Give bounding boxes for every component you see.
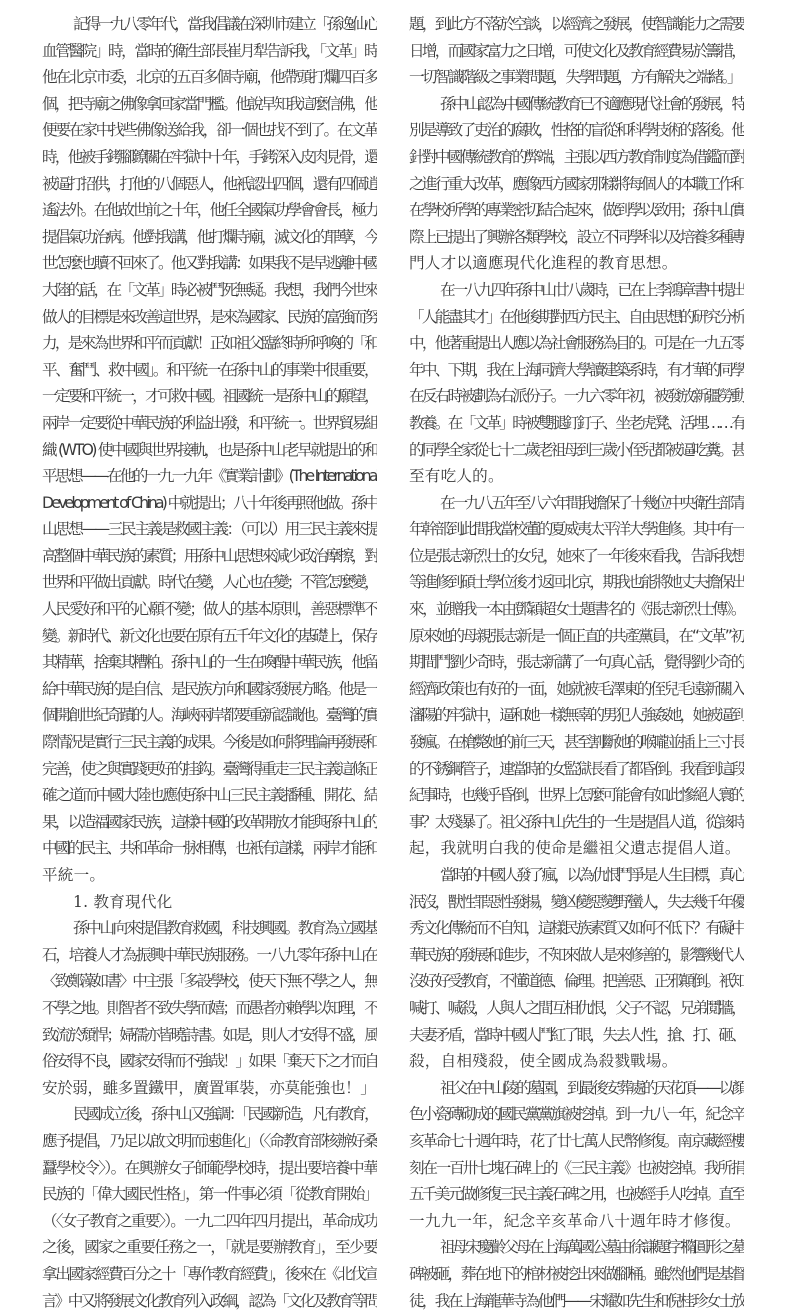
text-line: 個，把寺廟之佛像拿回家當門檻。他說早知我這麼信佛，他	[42, 91, 377, 118]
text-line: 事？太殘暴了。祖父孫中山先生的一生是提倡人道，從該時	[409, 809, 744, 836]
text-line: 泯沒，獸性罪惡性發揚，變凶變惡變野蠻人，失去幾千年優	[409, 889, 744, 916]
text-line: 門人才以適應現代化進程的教育思想。	[409, 250, 744, 277]
text-line: 沒好好受教育，不懂道德、倫理。把善惡、正邪顛倒。衹知	[409, 968, 744, 995]
text-line: 亥革命七十週年時，花了廿七萬人民幣修復。南京藏經樓	[409, 1128, 744, 1155]
text-line: 一定要和平統一，才可救中國。祖國統一是孫中山的願望，	[42, 383, 377, 410]
text-line: 便要在家中找些佛像送給我，卻一個也找不到了。在文革	[42, 117, 377, 144]
text-line: 民族的「偉大國民性格」，第一件事必須「從教育開始」	[42, 1181, 377, 1208]
text-line: 殺，自相殘殺，使全國成為殺戮戰場。	[409, 1048, 744, 1075]
text-line: 發瘋。在槍斃她的前三天，甚至割斷她的喉嚨並插上三寸長	[409, 729, 744, 756]
right-column	[409, 11, 744, 1314]
text-line: 石，培養人才為振興中華民族服務。一八九零年孫中山在	[42, 942, 377, 969]
text-line: 一九九一年，紀念辛亥革命八十週年時才修復。	[409, 1208, 744, 1235]
text-line: 蠶學校令〉）。在興辦女子師範學校時，提出要培養中華	[42, 1155, 377, 1182]
text-line: 期間鬥劉少奇時，張志新講了一句真心話，覺得劉少奇的	[409, 649, 744, 676]
text-line: 至有吃人的。	[409, 463, 744, 490]
text-line: 安於弱，雖多置鐵甲，廣置軍裝，亦莫能強也！」	[42, 1075, 377, 1102]
text-line: 五千美元做修復三民主義石碑之用，也被經手人吃掉。直至	[409, 1181, 744, 1208]
text-line: （〈女子教育之重要〉）。一九二四年四月提出，革命成功	[42, 1208, 377, 1235]
text-line: 平、奮鬥、救中國」。和平統一在孫中山的事業中很重要，	[42, 357, 377, 384]
text-line: 秀文化傳統而不自知，這樣民族素質又如何不低下？有礙中	[409, 915, 744, 942]
text-line: 〈致鄭藻如書〉中主張「多設學校，使天下無不學之人，無	[42, 968, 377, 995]
text-line: 血管醫院」時，當時的衛生部長崔月犁告訴我，「文革」時	[42, 38, 377, 65]
text-line: 被逼打招供，打他的八個惡人，他衹認出四個，還有四個逍	[42, 171, 377, 198]
text-line: 孫中山認為中國傳統教育已不適應現代社會的發展，特	[409, 91, 744, 118]
text-line: 做人的目標是來改善這世界，是來為國家、民族的富強而努	[42, 304, 377, 331]
text-line: 言》中又將發展文化教育列入政綱，認為「文化及教育等問	[42, 1288, 377, 1314]
text-line: 提倡氣功治病。他對我講，他打爛寺廟，滅文化的罪孽，今	[42, 224, 377, 251]
text-line: 織 (WTO) 使中國與世界接軌，也是孫中山老早就提出的和	[42, 437, 377, 464]
text-line: 的不銹鋼管子，連當時的女監獄長看了都昏倒。我看到這段	[409, 756, 744, 783]
text-line: 「人能盡其才」在他後期對西方民主、自由思想的研究分析	[409, 304, 744, 331]
text-line: 徒，我在上海龍華寺為他們——宋耀如先生和倪桂珍女士放	[409, 1288, 744, 1314]
text-line: 華民族的發展和進步，不知來做人是來修善的，影響幾代人	[409, 942, 744, 969]
text-line: 應予提倡，乃足以啟文明而速進化」（〈命教育部核辦好桑	[42, 1128, 377, 1155]
text-line: 之後，國家之重要任務之一，「就是要辦教育」，至少要	[42, 1234, 377, 1261]
text-line: 時，他被手銬腳鐐關在牢獄中十年，手銬深入皮肉見骨，還	[42, 144, 377, 171]
text-line: 來，並贈我一本由鄧穎超女士題書名的《張志新烈士傳》。	[409, 596, 744, 623]
text-line: 給中華民族的是自信、是民族方向和國家發展方略。他是一	[42, 676, 377, 703]
text-line: 喊打、喊殺，人與人之間互相仇恨，父子不認，兄弟鬩牆，	[409, 995, 744, 1022]
left-column	[42, 11, 377, 1314]
text-line: 針對中國傳統教育的弊端，主張以西方教育制度為借鑑而對	[409, 144, 744, 171]
text-line: 原來她的母親張志新是一個正直的共產黨員，在“文革”初	[409, 623, 744, 650]
text-line: 平統一。	[42, 862, 377, 889]
text-line: 位是張志新烈士的女兒，她來了一年後來看我，告訴我想	[409, 543, 744, 570]
text-line: 紀事時，也幾乎昏倒，世界上怎麼可能會有如此慘絕人寰的	[409, 782, 744, 809]
text-line: 個開創世紀奇蹟的人。海峽兩岸都要重新認識他。臺灣的實	[42, 702, 377, 729]
text-line: 瀋陽的牢獄中，逼和她一樣無辜的男犯人強姦她，她被逼到	[409, 702, 744, 729]
text-line: 祖母宋慶齡父母在上海萬國公墓由徐謙題字橢圓形之墓	[409, 1234, 744, 1261]
text-line: 平思想——在他的一九一九年《實業計劃》(The International	[42, 463, 377, 490]
text-line: 色小瓷磚砌成的國民黨黨旗被挖掉。到一九八一年，紀念辛	[409, 1101, 744, 1128]
text-line: 碑被砸，葬在地下的棺材被挖出來做腳桶。雖然他們是基督	[409, 1261, 744, 1288]
text-line: 在反右時被劃為右派份子。一九六零年初，被發放新疆勞動	[409, 383, 744, 410]
text-line: 夫妻矛盾，當時中國人鬥紅了眼，失去人性，搶、打、砸、	[409, 1022, 744, 1049]
text-line: 拿出國家經費百分之十「專作教育經費」，後來在《北伐宣	[42, 1261, 377, 1288]
text-line: 世界和平做出貢獻。時代在變，人心也在變；不管怎麼變，	[42, 569, 377, 596]
text-line: 年中、下期，我在上海同濟大學讀建築系時，有才華的同學	[409, 357, 744, 384]
text-line: 致流於頹悍；婦孺亦皆曉詩書。如是，則人才安得不盛，風	[42, 1022, 377, 1049]
text-line: 等進修到碩士學位後才返回北京，期我也能將她丈夫擔保出	[409, 569, 744, 596]
text-line: 一切智識階級之事業問題，失學問題，方有解決之端緒。」	[409, 64, 744, 91]
text-line: 人民愛好和平的心願不變；做人的基本原則，善惡標準不	[42, 596, 377, 623]
text-line: 題，到此方不落於空談，以經濟之發展，使智識能力之需要	[409, 11, 744, 38]
text-line: 起，我就明白我的使命是繼祖父遺志提倡人道。	[409, 835, 744, 862]
text-line: 變。新時代、新文化也要在原有五千年文化的基礎上，保存	[42, 623, 377, 650]
text-line: 年幹部到此間我當校董的夏威夷太平洋大學進修。其中有一	[409, 516, 744, 543]
text-line: 在一八九四年孫中山廿八歲時，已在上李鴻章書中提出	[409, 277, 744, 304]
text-line: 記得一九八零年代，當我倡議在深圳市建立「孫逸仙心	[42, 11, 377, 38]
text-line: 其精華，捨棄其糟粕。孫中山的一生在喚醒中華民族，他留	[42, 649, 377, 676]
text-line: 果，以造福國家民族，這樣中國的改革開放才能與孫中山的	[42, 809, 377, 836]
text-line: 大陸的話，在「文革」時必被鬥死無疑。我想，我們今世來	[42, 277, 377, 304]
text-line: 俗安得不良，國家安得而不強哉！」如果「棄天下之才而自	[42, 1048, 377, 1075]
text-line: 完善，使之與實踐更好的挂鈎。臺灣得重走三民主義這條正	[42, 756, 377, 783]
text-line: 教養。在「文革」時被雙腿釘釘子、坐老虎凳、活埋……有	[409, 410, 744, 437]
text-line: 中國的民主、共和革命一脉相傳，也衹有這樣，兩岸才能和	[42, 835, 377, 862]
text-line: 日增，而國家富力之日增，可使文化及教育經費易於籌措，	[409, 38, 744, 65]
text-line: 際上已提出了興辦各類學校，設立不同學科以及培養多種專	[409, 224, 744, 251]
text-line: 際情況是實行三民主義的成果。今後是如何將理論再發展和	[42, 729, 377, 756]
text-line: 力，是來為世界和平而貢獻！正如祖父臨終時所呼喚的「和	[42, 330, 377, 357]
text-line: 兩岸一定要從中華民族的利益出發，和平統一。世界貿易組	[42, 410, 377, 437]
text-line: 高整個中華民族的素質；用孫中山思想來減少政治摩擦，對	[42, 543, 377, 570]
text-line: 別是導致了吏治的腐敗，性格的盲從和科學技術的落後。他	[409, 117, 744, 144]
text-line: 之進行重大改革，應像西方國家那樣將每個人的本職工作和	[409, 171, 744, 198]
text-line: 山思想——三民主義是救國主義：（可以）用三民主義來提	[42, 516, 377, 543]
text-line: 刻在一百卅七塊石碑上的《三民主義》也被挖掉。我所捐	[409, 1155, 744, 1182]
text-line: 民國成立後，孫中山又強調：「民國新造，凡有教育，	[42, 1101, 377, 1128]
text-line: 不學之地。則智者不致失學而嬉；而愚者亦賴學以知理，不	[42, 995, 377, 1022]
text-line: Development of China) 中就提出；八十年後再照他做。孫中	[42, 490, 377, 517]
text-line: 祖父在中山陵的墓園，到最後安葬處的天花頂——以顏	[409, 1075, 744, 1102]
text-line: 中，他著重提出人應以為社會服務為目的。可是在一九五零	[409, 330, 744, 357]
text-line: 經濟政策也有好的一面，她就被毛澤東的侄兒毛遠新關入	[409, 676, 744, 703]
text-line: 的同學全家從七十二歲老祖母到三歲小侄兒都被逼吃糞。甚	[409, 437, 744, 464]
text-line: 在學校所學的專業密切結合起來，做到學以致用；孫中山實	[409, 197, 744, 224]
text-line: 在一九八五年至八六年間我擔保了十幾位中央衛生部青	[409, 490, 744, 517]
text-line: 遙法外。在他故世前之十年，他任全國氣功學會會長，極力	[42, 197, 377, 224]
text-line: 確之道而中國大陸也應使孫中山三民主義播種、開花、結	[42, 782, 377, 809]
text-line: 他在北京市委，北京的五百多個寺廟，他帶頭打爛四百多	[42, 64, 377, 91]
text-line: 世怎麼也贖不回來了。他又對我講：如果我不是早逃離中國	[42, 250, 377, 277]
text-line: 孫中山向來提倡教育救國，科技興國。教育為立國基	[42, 915, 377, 942]
section-heading: 1. 教育現代化	[42, 889, 377, 916]
text-line: 當時的中國人發了瘋，以為仇恨鬥爭是人生目標，真心	[409, 862, 744, 889]
